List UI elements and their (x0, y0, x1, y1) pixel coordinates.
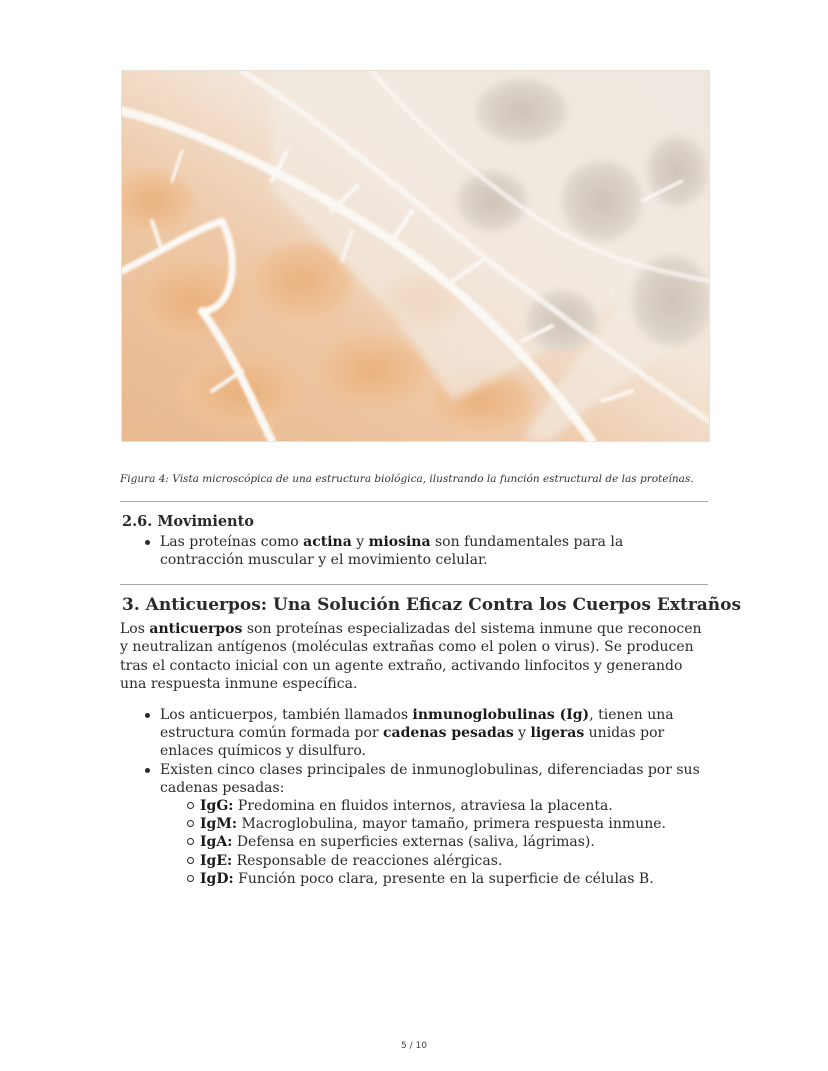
list-item: Existen cinco clases principales de inmunoglobulinas, diferenciadas por sus cadenas pesadas: IgG: Predomina en fluidos internos, atraviesa la placenta. IgM: Macroglobulina, mayor tamaño, primera respuesta inmune. IgA: Defensa en superficies externas (saliva, lágrimas). IgE: Responsable de reacciones alérgicas. IgD: Función poco clara, presente en la superficie de células B. (120, 761, 710, 888)
divider (120, 584, 708, 585)
ig-class-item: IgE: Responsable de reacciones alérgicas. (160, 852, 710, 870)
section-heading-movimiento: 2.6. Movimiento (122, 513, 254, 530)
microscopic-structure-illustration (122, 71, 709, 441)
immunoglobulin-classes-list (160, 797, 710, 888)
figure-caption: Figura 4: Vista microscópica de una estructura biológica, ilustrando la función estructural de las proteínas. (120, 473, 694, 485)
divider (120, 501, 708, 502)
ig-class-item: IgA: Defensa en superficies externas (saliva, lágrimas). (160, 833, 710, 851)
page-number: 5 / 10 (401, 1041, 427, 1051)
list-item: Los anticuerpos, también llamados inmunoglobulinas (Ig), tienen una estructura común formada por cadenas pesadas y ligeras unidas por enlaces químicos y disulfuro. (120, 706, 710, 761)
anticuerpos-list (120, 706, 710, 888)
anticuerpos-intro-paragraph: Los anticuerpos son proteínas especializadas del sistema inmune que reconocen y neutralizan antígenos (moléculas extrañas como el polen o virus). Se producen tras el contacto inicial con un agente extraño, activando linfocitos y generando una respuesta inmune específica. (120, 621, 702, 693)
movimiento-list (120, 533, 710, 569)
section-heading-anticuerpos: 3. Anticuerpos: Una Solución Eficaz Contra los Cuerpos Extraños (122, 595, 742, 615)
figure-image (121, 70, 710, 442)
ig-class-item: IgG: Predomina en fluidos internos, atraviesa la placenta. (160, 797, 710, 815)
ig-class-item: IgM: Macroglobulina, mayor tamaño, primera respuesta inmune. (160, 815, 710, 833)
list-item: Las proteínas como actina y miosina son fundamentales para la contracción muscular y el movimiento celular. (120, 533, 710, 569)
ig-class-item: IgD: Función poco clara, presente en la superficie de células B. (160, 870, 710, 888)
